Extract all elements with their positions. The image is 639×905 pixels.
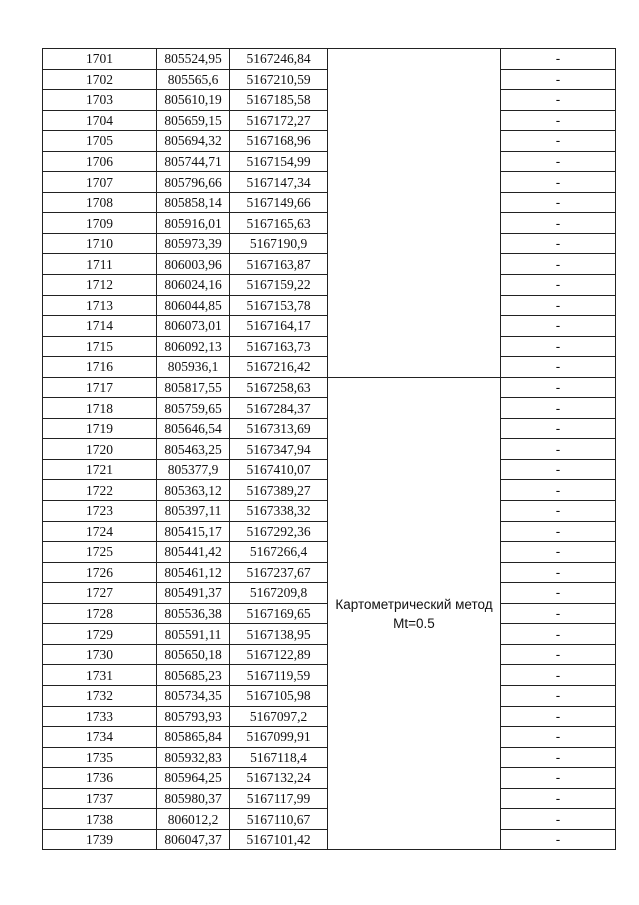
note-cell: - — [501, 213, 616, 234]
point-number-cell: 1721 — [43, 459, 157, 480]
point-number-cell: 1712 — [43, 275, 157, 296]
coordinate-y-cell: 5167099,91 — [230, 727, 328, 748]
coordinate-y-cell: 5167313,69 — [230, 418, 328, 439]
note-cell: - — [501, 192, 616, 213]
coordinate-x-cell: 805463,25 — [157, 439, 230, 460]
note-cell: - — [501, 69, 616, 90]
note-cell: - — [501, 295, 616, 316]
point-number-cell: 1727 — [43, 583, 157, 604]
point-number-cell: 1726 — [43, 562, 157, 583]
coordinate-y-cell: 5167097,2 — [230, 706, 328, 727]
coordinate-x-cell: 805916,01 — [157, 213, 230, 234]
note-cell: - — [501, 233, 616, 254]
coordinate-x-cell: 805441,42 — [157, 542, 230, 563]
coordinate-x-cell: 805734,35 — [157, 685, 230, 706]
coordinate-y-cell: 5167105,98 — [230, 685, 328, 706]
coordinates-table — [42, 48, 616, 850]
point-number-cell: 1714 — [43, 316, 157, 337]
coordinate-x-cell: 805759,65 — [157, 398, 230, 419]
note-cell: - — [501, 459, 616, 480]
note-cell: - — [501, 768, 616, 789]
note-cell: - — [501, 316, 616, 337]
note-cell: - — [501, 501, 616, 522]
coordinate-y-cell: 5167122,89 — [230, 644, 328, 665]
coordinate-y-cell: 5167163,87 — [230, 254, 328, 275]
note-cell: - — [501, 131, 616, 152]
note-cell: - — [501, 809, 616, 830]
point-number-cell: 1718 — [43, 398, 157, 419]
note-cell: - — [501, 357, 616, 378]
coordinate-x-cell: 805377,9 — [157, 459, 230, 480]
coordinate-x-cell: 805610,19 — [157, 90, 230, 111]
point-number-cell: 1734 — [43, 727, 157, 748]
note-cell: - — [501, 480, 616, 501]
coordinate-x-cell: 806073,01 — [157, 316, 230, 337]
coordinate-x-cell: 805536,38 — [157, 603, 230, 624]
point-number-cell: 1701 — [43, 49, 157, 70]
coordinate-y-cell: 5167210,59 — [230, 69, 328, 90]
coordinate-y-cell: 5167165,63 — [230, 213, 328, 234]
point-number-cell: 1736 — [43, 768, 157, 789]
coordinate-x-cell: 805685,23 — [157, 665, 230, 686]
coordinate-x-cell: 805491,37 — [157, 583, 230, 604]
coordinate-x-cell: 805980,37 — [157, 788, 230, 809]
method-text-line: Mt=0.5 — [393, 615, 435, 631]
point-number-cell: 1713 — [43, 295, 157, 316]
note-cell: - — [501, 542, 616, 563]
coordinate-y-cell: 5167132,24 — [230, 768, 328, 789]
note-cell: - — [501, 603, 616, 624]
note-cell: - — [501, 49, 616, 70]
point-number-cell: 1730 — [43, 644, 157, 665]
note-cell: - — [501, 90, 616, 111]
note-cell: - — [501, 747, 616, 768]
coordinate-y-cell: 5167190,9 — [230, 233, 328, 254]
coordinate-x-cell: 805858,14 — [157, 192, 230, 213]
coordinate-y-cell: 5167347,94 — [230, 439, 328, 460]
point-number-cell: 1725 — [43, 542, 157, 563]
coordinate-x-cell: 805932,83 — [157, 747, 230, 768]
point-number-cell: 1716 — [43, 357, 157, 378]
point-number-cell: 1703 — [43, 90, 157, 111]
method-cell — [328, 377, 501, 850]
coordinate-x-cell: 805694,32 — [157, 131, 230, 152]
coordinate-x-cell: 805646,54 — [157, 418, 230, 439]
coordinate-y-cell: 5167154,99 — [230, 151, 328, 172]
point-number-cell: 1728 — [43, 603, 157, 624]
coordinate-y-cell: 5167147,34 — [230, 172, 328, 193]
coordinate-y-cell: 5167246,84 — [230, 49, 328, 70]
coordinate-y-cell: 5167110,67 — [230, 809, 328, 830]
point-number-cell: 1707 — [43, 172, 157, 193]
coordinate-x-cell: 805659,15 — [157, 110, 230, 131]
coordinate-y-cell: 5167389,27 — [230, 480, 328, 501]
method-cell — [328, 49, 501, 378]
coordinate-x-cell: 805964,25 — [157, 768, 230, 789]
coordinate-x-cell: 805363,12 — [157, 480, 230, 501]
note-cell: - — [501, 685, 616, 706]
table-row — [43, 377, 616, 398]
note-cell: - — [501, 727, 616, 748]
coordinate-y-cell: 5167292,36 — [230, 521, 328, 542]
coordinate-x-cell: 805744,71 — [157, 151, 230, 172]
point-number-cell: 1709 — [43, 213, 157, 234]
coordinate-y-cell: 5167410,07 — [230, 459, 328, 480]
point-number-cell: 1702 — [43, 69, 157, 90]
note-cell: - — [501, 583, 616, 604]
point-number-cell: 1705 — [43, 131, 157, 152]
coordinate-y-cell: 5167209,8 — [230, 583, 328, 604]
note-cell: - — [501, 254, 616, 275]
point-number-cell: 1739 — [43, 829, 157, 850]
note-cell: - — [501, 706, 616, 727]
coordinate-y-cell: 5167258,63 — [230, 377, 328, 398]
coordinate-y-cell: 5167216,42 — [230, 357, 328, 378]
point-number-cell: 1711 — [43, 254, 157, 275]
coordinate-x-cell: 805524,95 — [157, 49, 230, 70]
coordinates-table-body — [43, 49, 616, 850]
coordinate-x-cell: 806012,2 — [157, 809, 230, 830]
note-cell: - — [501, 172, 616, 193]
note-cell: - — [501, 624, 616, 645]
coordinate-x-cell: 805397,11 — [157, 501, 230, 522]
point-number-cell: 1738 — [43, 809, 157, 830]
point-number-cell: 1733 — [43, 706, 157, 727]
coordinate-y-cell: 5167284,37 — [230, 398, 328, 419]
coordinate-y-cell: 5167138,95 — [230, 624, 328, 645]
point-number-cell: 1732 — [43, 685, 157, 706]
note-cell: - — [501, 336, 616, 357]
coordinate-x-cell: 806092,13 — [157, 336, 230, 357]
coordinate-y-cell: 5167117,99 — [230, 788, 328, 809]
coordinate-x-cell: 805936,1 — [157, 357, 230, 378]
coordinate-y-cell: 5167266,4 — [230, 542, 328, 563]
coordinate-x-cell: 805591,11 — [157, 624, 230, 645]
coordinate-y-cell: 5167119,59 — [230, 665, 328, 686]
note-cell: - — [501, 398, 616, 419]
coordinate-y-cell: 5167168,96 — [230, 131, 328, 152]
coordinate-x-cell: 805973,39 — [157, 233, 230, 254]
coordinate-y-cell: 5167237,67 — [230, 562, 328, 583]
point-number-cell: 1706 — [43, 151, 157, 172]
coordinate-y-cell: 5167101,42 — [230, 829, 328, 850]
coordinate-y-cell: 5167118,4 — [230, 747, 328, 768]
note-cell: - — [501, 665, 616, 686]
point-number-cell: 1724 — [43, 521, 157, 542]
coordinate-x-cell: 805461,12 — [157, 562, 230, 583]
note-cell: - — [501, 110, 616, 131]
note-cell: - — [501, 521, 616, 542]
coordinate-y-cell: 5167163,73 — [230, 336, 328, 357]
point-number-cell: 1710 — [43, 233, 157, 254]
coordinate-x-cell: 805565,6 — [157, 69, 230, 90]
note-cell: - — [501, 377, 616, 398]
method-text-line: Картометрический метод — [335, 596, 493, 612]
point-number-cell: 1722 — [43, 480, 157, 501]
coordinate-y-cell: 5167169,65 — [230, 603, 328, 624]
coordinate-y-cell: 5167338,32 — [230, 501, 328, 522]
coordinate-y-cell: 5167185,58 — [230, 90, 328, 111]
note-cell: - — [501, 562, 616, 583]
coordinate-y-cell: 5167164,17 — [230, 316, 328, 337]
coordinate-x-cell: 805650,18 — [157, 644, 230, 665]
note-cell: - — [501, 829, 616, 850]
coordinate-x-cell: 806047,37 — [157, 829, 230, 850]
note-cell: - — [501, 439, 616, 460]
point-number-cell: 1708 — [43, 192, 157, 213]
coordinate-x-cell: 805796,66 — [157, 172, 230, 193]
coordinate-y-cell: 5167153,78 — [230, 295, 328, 316]
point-number-cell: 1715 — [43, 336, 157, 357]
coordinate-y-cell: 5167159,22 — [230, 275, 328, 296]
point-number-cell: 1737 — [43, 788, 157, 809]
note-cell: - — [501, 151, 616, 172]
point-number-cell: 1704 — [43, 110, 157, 131]
coordinate-x-cell: 806024,16 — [157, 275, 230, 296]
point-number-cell: 1719 — [43, 418, 157, 439]
coordinate-x-cell: 805817,55 — [157, 377, 230, 398]
coordinate-y-cell: 5167149,66 — [230, 192, 328, 213]
coordinate-x-cell: 805865,84 — [157, 727, 230, 748]
coordinate-x-cell: 806003,96 — [157, 254, 230, 275]
point-number-cell: 1731 — [43, 665, 157, 686]
coordinate-y-cell: 5167172,27 — [230, 110, 328, 131]
table-row — [43, 49, 616, 70]
note-cell: - — [501, 644, 616, 665]
coordinate-x-cell: 805415,17 — [157, 521, 230, 542]
point-number-cell: 1720 — [43, 439, 157, 460]
point-number-cell: 1723 — [43, 501, 157, 522]
note-cell: - — [501, 418, 616, 439]
point-number-cell: 1729 — [43, 624, 157, 645]
coordinate-x-cell: 806044,85 — [157, 295, 230, 316]
point-number-cell: 1717 — [43, 377, 157, 398]
point-number-cell: 1735 — [43, 747, 157, 768]
coordinate-x-cell: 805793,93 — [157, 706, 230, 727]
note-cell: - — [501, 788, 616, 809]
note-cell: - — [501, 275, 616, 296]
